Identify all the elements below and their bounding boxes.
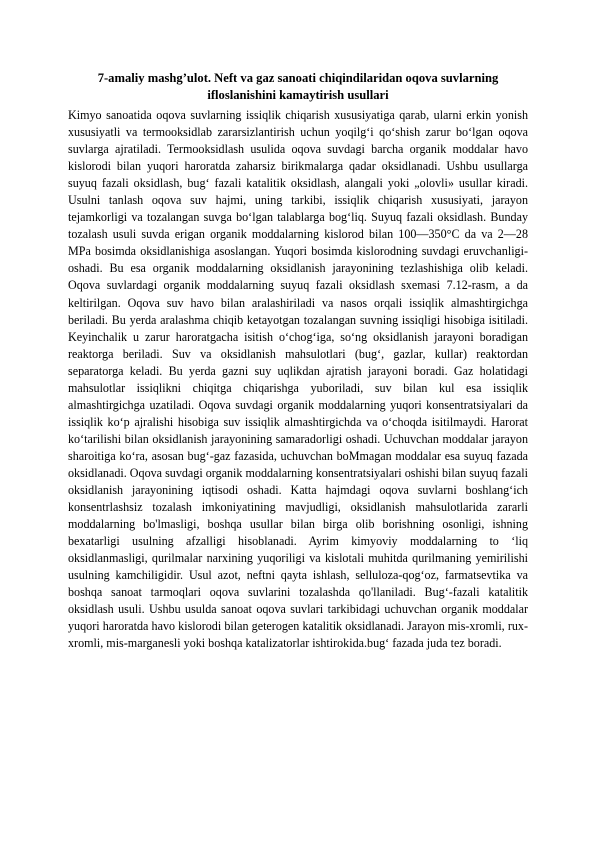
body-paragraph: Kimyo sanoatida oqova suvlarning issiqlik chiqarish xususiyatiga qarab, ularni erkin yonish xususiyatli va termooksidlab zararsizlantirish uchun yoqilg‘i qo‘shish zarur bo‘lgan oqova suvlarga ajratiladi. Termooksidlash usulida oqova suvdagi barcha organik moddalar havo kislorodi bilan yuqori haroratda zaharsiz birikmalarga qadar oksidlanadi. Ushbu usullarga suyuq fazali oksidlash, bug‘ fazali katalitik oksidlash, alangali yoki „olovli» usullar kiradi. Usulni tanlash oqova suv hajmi, uning tarkibi, issiqlik chiqarish xususiyati, jarayon tejamkorligi va tozalangan suvga bo‘lgan talablarga bog‘liq. Suyuq fazali oksidlash. Bunday tozalash usuli suvda erigan organik moddalarning kislorod bilan 100—350°С da va 2—28 MPa bosimda oksidlanishiga asoslangan. Yuqori bosimda kislorodning suvdagi eruvchanligi-oshadi. Bu esa organik moddalarning oksidlanish jarayonining tezlashishiga olib keladi. Oqova suvlardagi organik moddalarning suyuq fazali oksidlash sxemasi 7.12-rasm, a da keltirilgan. Oqova suv havo bilan aralashiriladi va nasos orqali issiqlik almashtirgichga beriladi. Bu yerda aralashma chiqib ketayotgan tozalangan suvning issiqligi hisobiga isitiladi. Keyinchalik u zarur haroratgacha isitish o‘chog‘iga, so‘ng oksidlanish jarayoni boradigan reaktorga beriladi. Suv va oksidlanish mahsulotlari (bug‘, gazlar, kullar) reaktordan separatorga keladi. Bu yerda gazni suy uqlikdan ajratish jarayoni boradi. Gaz holatidagi mahsulotlar issiqlikni chiqitga chiqarishga yuboriladi, suv bilan kul esa issiqlik almashtirgichga uzatiladi. Oqova suvdagi organik moddalarning yuqori konsentratsiyalari da issiqlik ko‘p ajralishi hisobiga suv issiqlik almashtirgichda va o‘choqda isitilmaydi. Harorat ko‘tarilishi bilan oksidlanish jarayonining samaradorligi oshadi. Uchuvchan moddalar jarayon sharoitiga ko‘ra, asosan bug‘-gaz fazasida, uchuvchan boMmagan moddalar esa suyuq fazada oksidlanadi. Oqova suvdagi organik moddalarning konsentratsiyalari oshishi bilan suyuq fazali oksidlanish jarayonining iqtisodi oshadi. Katta hajmdagi oqova suvlarni boshlang‘ich konsentrlashsiz tozalash imkoniyatining mavjudligi, oksidlanish mahsulotlarida zararli moddalarning bo'lmasligi, boshqa usullar bilan birga olib borishning osonligi, ishning bexatarligi usulning afzalligi hisoblanadi. Ayrim kimyoviy moddalarning to ‘liq oksidlanmasligi, qurilmalar narxining yuqoriligi va kislotali muhitda qurilmaning yemirilishi usulning kamchiligidir. Usul azot, neftni qayta ishlash, selluloza-qog‘oz, farmatsevtika va boshqa sanoat tarmoqlari oqova suvlarini tozalashda qo'llaniladi. Bug‘-fazali katalitik oksidlash usuli. Ushbu usulda sanoat oqova suvlari tarkibidagi uchuvchan organik moddalar yuqori haroratda havo kislorodi bilan geterogen katalitik oksidlanadi. Jarayon mis-xromli, rux-xromli, mis-marganesli yoki boshqa katalizatorlar ishtirokida.bug‘ fazada juda tez boradi. bbox=[68, 108, 528, 651]
document-title: 7-amaliy mashg’ulot. Neft va gaz sanoati chiqindilaridan oqova suvlarning ifloslanishini kamaytirish usullari bbox=[97, 71, 499, 102]
document-page bbox=[68, 70, 528, 653]
